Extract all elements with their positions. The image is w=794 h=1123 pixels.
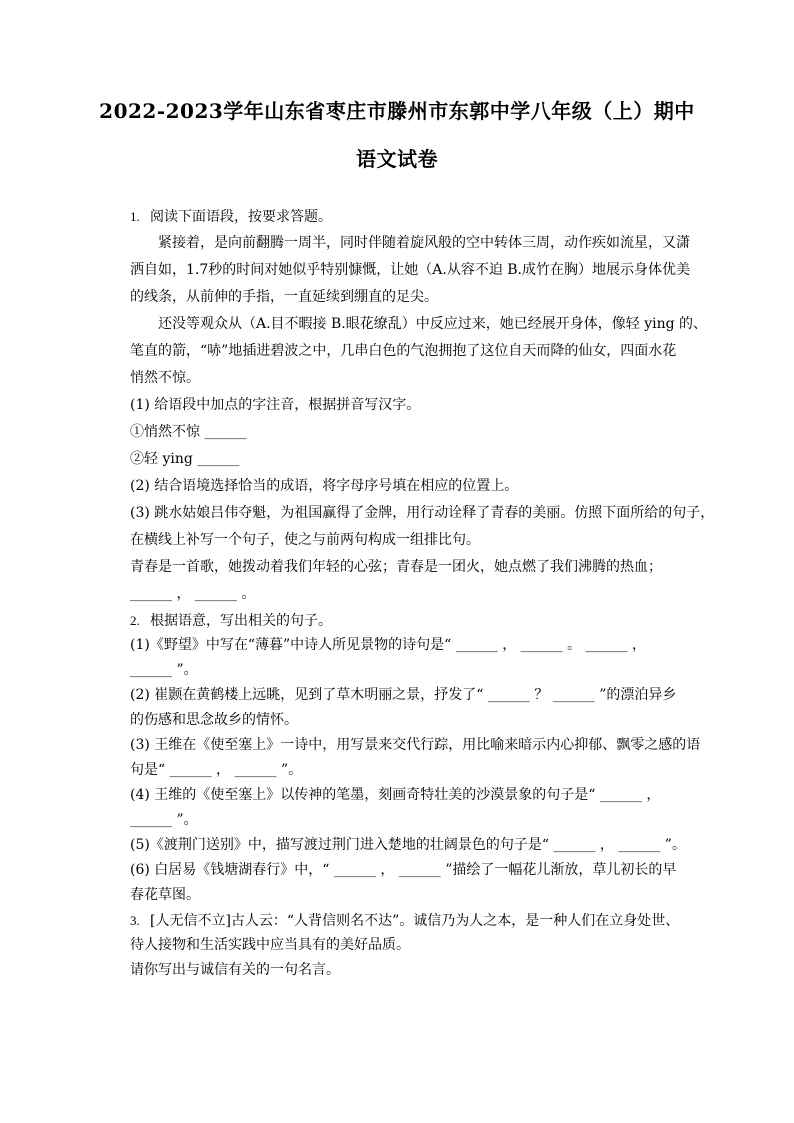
text-line <box>130 581 700 608</box>
line-text: 紧接着，是向前翻腾一周半，同时伴随着旋风般的空中转体三周，动作疾如流星，又潇 <box>158 235 690 251</box>
line-text: (2) 崔颢在黄鹤楼上远眺，见到了草木明丽之景，抒发了“ ______ ？ ______ ”的漂泊异乡 <box>130 687 677 703</box>
text-line <box>130 858 700 883</box>
text-line <box>130 633 700 658</box>
text-line <box>130 257 700 284</box>
text-line <box>130 833 700 858</box>
text-line <box>130 473 700 500</box>
text-line <box>130 683 700 708</box>
exam-content <box>130 203 715 983</box>
line-text: 春花草图。 <box>130 887 200 903</box>
line-text: [人无信不立]古人云：“人背信则名不达”。诚信乃为人之本，是一种人们在立身处世、 <box>150 913 680 929</box>
line-text: ②轻 ying ______ <box>130 451 240 467</box>
line-text: 悄然不惊。 <box>130 370 200 386</box>
text-line <box>130 808 700 833</box>
text-line <box>130 758 700 783</box>
text-line <box>130 527 700 554</box>
text-line <box>130 883 700 908</box>
line-text: (6) 白居易《钱塘湖春行》中，“ ______ ， ______ ”描绘了一幅花儿渐放，草儿初长的早 <box>130 862 677 878</box>
line-text: 的伤感和思念故乡的情怀。 <box>130 712 298 728</box>
line-text: (2) 结合语境选择恰当的成语，将字母序号填在相应的位置上。 <box>130 478 519 494</box>
line-text: 在横线上补写一个句子，使之与前两句构成一组排比句。 <box>130 532 480 548</box>
question-heading <box>130 908 700 933</box>
text-line <box>130 500 715 527</box>
text-line <box>130 958 700 983</box>
line-text: (4) 王维的《使至塞上》以传神的笔墨，刻画奇特壮美的沙漠景象的句子是“ ______ ， <box>130 787 661 803</box>
line-text: ①悄然不惊 ______ <box>130 424 247 440</box>
line-text: (3) 跳水姑娘吕伟夺魁，为祖国赢得了金牌，用行动诠释了青春的美丽。仿照下面所给的句子， <box>130 505 715 521</box>
question-number: 2. <box>130 613 140 628</box>
line-text: 句是“ ______ ， ______ ”。 <box>130 762 303 778</box>
line-text: ______ ”。 <box>130 662 198 678</box>
line-text: 的线条，从前伸的手指，一直延续到绷直的足尖。 <box>130 289 438 305</box>
text-line <box>130 733 700 758</box>
question-heading <box>130 203 700 230</box>
question-number: 1. <box>130 209 140 224</box>
text-line <box>130 783 700 808</box>
text-line <box>130 708 700 733</box>
text-line <box>130 392 700 419</box>
line-text: ______ ”。 <box>130 812 198 828</box>
text-line <box>130 284 700 311</box>
question-heading <box>130 608 700 633</box>
line-text: 请你写出与诚信有关的一句名言。 <box>130 962 340 978</box>
line-text: 待人接物和生活实践中应当具有的美好品质。 <box>130 937 410 953</box>
line-text: (1)《野望》中写在“薄暮”中诗人所见景物的诗句是“ ______ ， ______ 。 ______ ， <box>130 637 647 653</box>
text-line <box>130 933 700 958</box>
line-text: 还没等观众从（A.目不暇接 B.眼花缭乱）中反应过来，她已经展开身体，像轻 ying 的、 <box>158 316 708 332</box>
text-line <box>130 419 700 446</box>
line-text: 根据语意，写出相关的句子。 <box>150 613 332 629</box>
text-line <box>130 554 700 581</box>
text-line <box>130 230 700 257</box>
text-line <box>130 658 700 683</box>
line-text: ______ ， ______ 。 <box>130 586 256 602</box>
exam-title-line-2: 语文试卷 <box>356 147 438 171</box>
exam-title-line-1: 2022-2023学年山东省枣庄市滕州市东郭中学八年级（上）期中 <box>99 99 695 123</box>
line-text: (1) 给语段中加点的字注音，根据拼音写汉字。 <box>130 397 421 413</box>
line-text: 笔直的箭，“哧”地插进碧波之中，几串白色的气泡拥抱了这位自天而降的仙女，四面水花 <box>130 343 677 359</box>
line-text: 阅读下面语段，按要求答题。 <box>150 209 332 225</box>
text-line <box>130 365 700 392</box>
text-line <box>130 338 700 365</box>
text-line <box>130 311 708 338</box>
line-text: 洒自如，1.7秒的时间对她似乎特别慷慨，让她（A.从容不迫 B.成竹在胸）地展示身体优美 <box>130 262 691 278</box>
text-line <box>130 446 700 473</box>
question-number: 3. <box>130 913 140 928</box>
line-text: (3) 王维在《使至塞上》一诗中，用写景来交代行踪，用比喻来暗示内心抑郁、飘零之感的语 <box>130 737 701 753</box>
line-text: 青春是一首歌，她拨动着我们年轻的心弦；青春是一团火，她点燃了我们沸腾的热血； <box>130 559 662 575</box>
line-text: (5)《渡荆门送别》中，描写渡过荆门进入楚地的壮阔景色的句子是“ ______ ， ______ ”。 <box>130 837 686 853</box>
